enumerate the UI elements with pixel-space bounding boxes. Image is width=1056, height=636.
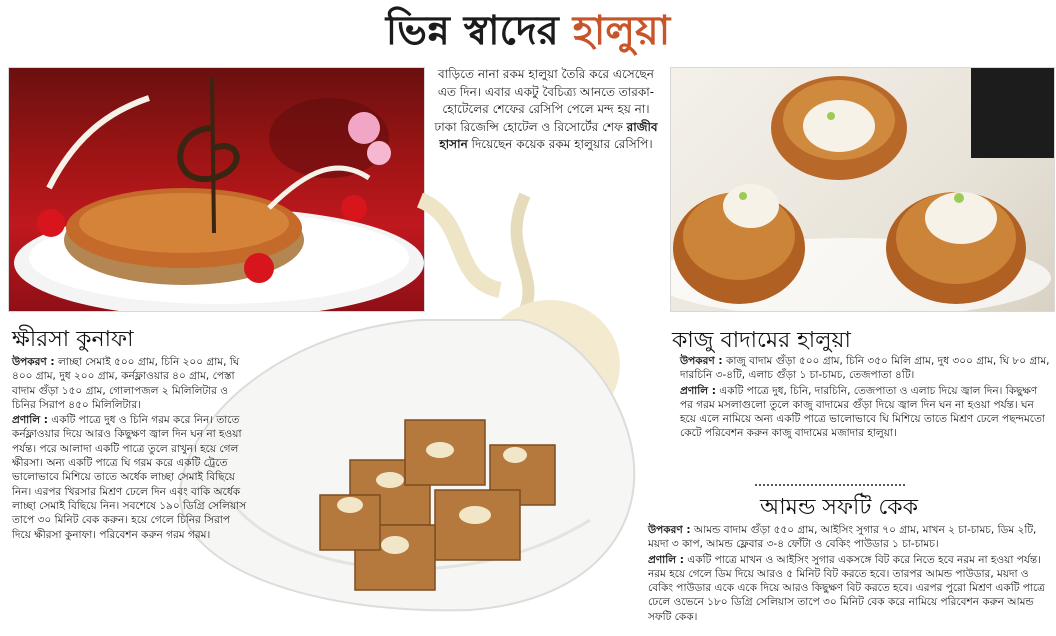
almond-method-text: একটি পাত্রে মাখন ও আইসিং সুগার একসঙ্গে বিট করে নিতে হবে নরম না হওয়া পর্যন্ত। নরম হয়ে গেলে ডিম দিয়ে আরও ৫ মিনিট বিট করতে হবে। তারপর আমন্ড পাউডার, ময়দা ও বেকিং পাউডার একে একে দিয়ে আরও কিছুক্ষণ বিট করতে হবে। এরপর পুরো মিশ্রণ একটি পাত্রে ঢেলে ওভেনে ১৮০ ডিগ্রি সেলিয়াস তাপে ৩০ মিনিট বেক করে নামিয়ে পরিবেশন করুন আমন্ড সফটি কেক। bbox=[648, 553, 1045, 623]
kaju-recipe bbox=[680, 354, 1050, 442]
almond-title: আমন্ড সফটি কেক bbox=[760, 495, 919, 520]
kunafa-ingredients bbox=[12, 355, 247, 412]
kaju-ingredients bbox=[680, 354, 1050, 383]
kaju-halua-photo bbox=[670, 67, 1055, 312]
kunafa-title: ক্ষীরসা কুনাফা bbox=[12, 327, 134, 352]
kunafa-method bbox=[12, 413, 247, 542]
kunafa-ingredients-text: লাচ্ছা সেমাই ৫০০ গ্রাম, চিনি ২০০ গ্রাম, ঘি ৪০০ গ্রাম, দুধ ২০০ গ্রাম, কর্নফ্লাওয়ার ৪০ গ্রাম, পেস্তা বাদাম গুঁড়া ১৫০ গ্রাম, গোলাপজল ২ মিলিলিটার ও চিনির সিরাপ ৪৫০ মিলিলিটার। bbox=[12, 356, 240, 411]
almond-ingredients bbox=[648, 523, 1052, 552]
kaju-method-text: একটি পাত্রে দুধ, চিনি, দারচিনি, তেজপাতা ও এলাচ দিয়ে জ্বাল দিন। কিছুক্ষণ পর গরম মসলাগুলো তুলে কাজু বাদামের গুঁড়া দিয়ে জ্বাল দিন ঘন না হওয়া পর্যন্ত। ঘন হয়ে এলে নামিয়ে অন্য একটি পাত্রে ভালোভাবে ঘি মিশিয়ে তাতে মিশ্রণ ঢেলে পছন্দমতো কেটে পরিবেশন করুন কাজু বাদামের মজাদার হালুয়া। bbox=[680, 384, 1045, 440]
kaju-title: কাজু বাদামের হালুয়া bbox=[672, 328, 851, 353]
kunafa-ingredients-label: উপকরণ : bbox=[12, 356, 55, 368]
kunafa-method-text: একটি পাত্রে দুধ ও চিনি গরম করে নিন। তাতে কর্নফ্লাওয়ার দিয়ে আরও কিছুক্ষণ জ্বাল দিন ঘন না হওয়া পর্যন্ত। পরে আলাদা একটি পাত্রে তুলে রাখুন। হয়ে গেল ক্ষীরসা। অন্য একটি পাত্রে ঘি গরম করে একটি ট্রেতে ভালোভাবে মিশিয়ে তাতে অর্ধেক লাচ্ছা সেমাই বিছিয়ে নিন। এরপর খিরসার মিশ্রণ ঢেলে দিন এবং বাকি অর্ধেক লাচ্ছা সেমাই বিছিয়ে নিন। সবশেষে ১৯০ ডিগ্রি সেলিয়াস তাপে ৩০ মিনিট বেক করুন। হয়ে গেলে চিনির সিরাপ দিয়ে ক্ষীরসা কুনাফা। পরিবেশন করুন গরম গরম। bbox=[12, 414, 247, 541]
kaju-method-label: প্রণালি : bbox=[680, 384, 716, 397]
almond-method-label: প্রণালি : bbox=[648, 553, 684, 566]
almond-ingredients-label: উপকরণ : bbox=[648, 524, 691, 536]
page-title-part1: ভিন্ন স্বাদের bbox=[385, 7, 559, 54]
kaju-method bbox=[680, 384, 1050, 441]
intro-text-after: দিয়েছেন কয়েক রকম হালুয়ার রেসিপি। bbox=[467, 137, 653, 151]
almond-recipe bbox=[648, 523, 1052, 625]
kaju-ingredients-label: উপকরণ : bbox=[680, 355, 723, 367]
chef-name: রাজীব হাসান bbox=[439, 119, 658, 151]
almond-ingredients-text: আমন্ড বাদাম গুঁড়া ৫৫০ গ্রাম, আইসিং সুগার ৭০ গ্রাম, মাখন ২ চা-চামচ, ডিম ২টি, ময়দা ৩ কাপ, আমন্ড ফ্লেবার ৩-৪ ফোঁটা ও বেকিং পাউডার ১ চা-চামচ। bbox=[648, 524, 1037, 551]
kunafa-method-label: প্রণালি : bbox=[12, 414, 48, 427]
intro-text-before: বাড়িতে নানা রকম হালুয়া তৈরি করে এসেছেন এত দিন। এবার একটু বৈচিত্র্য আনতে তারকা-হোটেলের শেফের রেসিপি পেলে মন্দ হয় না। ঢাকা রিজেন্সি হোটেল ও রিসোর্টের শেফ bbox=[434, 67, 655, 134]
kaju-halua-photo-illustration bbox=[671, 68, 1054, 311]
section-divider bbox=[755, 484, 905, 486]
kunafa-recipe bbox=[12, 355, 247, 543]
almond-method bbox=[648, 553, 1052, 624]
page-title-part2: হালুয়া bbox=[572, 7, 671, 54]
intro-paragraph bbox=[432, 66, 660, 154]
kaju-ingredients-text: কাজু বাদাম গুঁড়া ৫০০ গ্রাম, চিনি ৩৫০ মিলি গ্রাম, দুধ ৩০০ গ্রাম, ঘি ৮০ গ্রাম, দারচিনি ৩-৪টি, এলাচ গুঁড়া ১ চা-চামচ, তেজপাতা ৪টি। bbox=[680, 355, 1050, 382]
page-title bbox=[0, 6, 1056, 56]
